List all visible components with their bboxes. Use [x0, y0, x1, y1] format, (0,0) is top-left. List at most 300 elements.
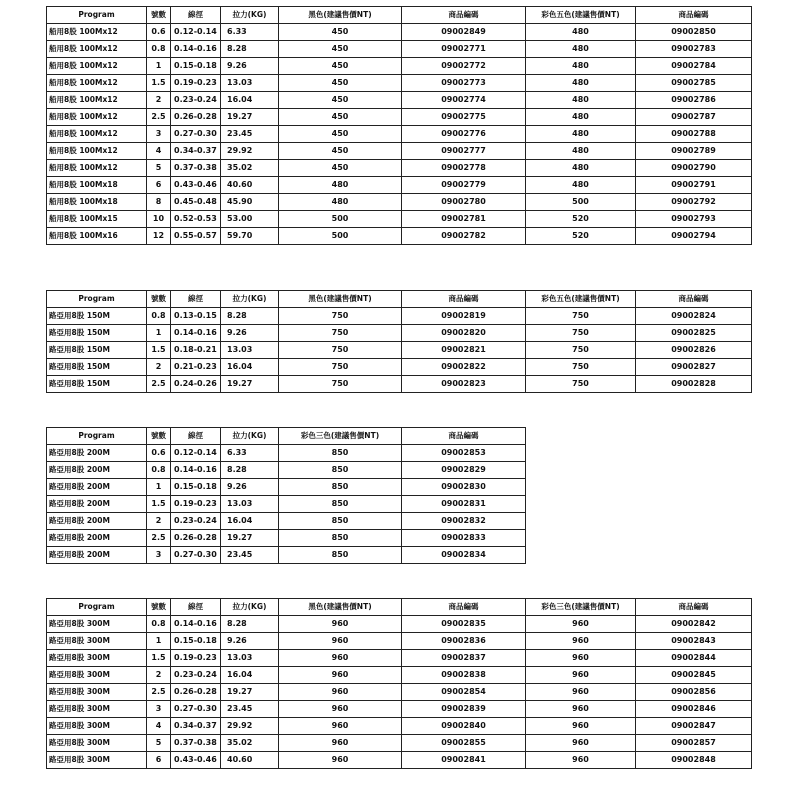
table-row — [47, 616, 752, 633]
cell-price-1: 850 — [279, 479, 402, 496]
table-row — [47, 177, 752, 194]
table-row — [47, 143, 752, 160]
cell-price-2: 480 — [526, 41, 636, 58]
cell-price-1: 450 — [279, 92, 402, 109]
cell-pull-kg: 6.33 — [221, 445, 279, 462]
cell-code-1: 09002838 — [402, 667, 526, 684]
cell-number: 2.5 — [147, 530, 171, 547]
cell-code-1: 09002819 — [402, 308, 526, 325]
cell-code-1: 09002781 — [402, 211, 526, 228]
cell-pull-kg: 40.60 — [221, 177, 279, 194]
cell-number: 1.5 — [147, 342, 171, 359]
cell-code-1: 09002771 — [402, 41, 526, 58]
cell-pull-kg: 9.26 — [221, 325, 279, 342]
cell-program: 路亞用8股 300M — [47, 718, 147, 735]
table-row — [47, 160, 752, 177]
cell-program: 船用8股 100Mx15 — [47, 211, 147, 228]
cell-diameter: 0.26-0.28 — [171, 530, 221, 547]
cell-program: 路亞用8股 300M — [47, 633, 147, 650]
cell-code-2: 09002847 — [636, 718, 752, 735]
cell-program: 路亞用8股 150M — [47, 359, 147, 376]
cell-pull-kg: 19.27 — [221, 530, 279, 547]
column-header-price-2: 彩色五色(建議售價NT) — [526, 291, 636, 308]
cell-code-2: 09002824 — [636, 308, 752, 325]
cell-program: 船用8股 100Mx16 — [47, 228, 147, 245]
cell-code-2: 09002791 — [636, 177, 752, 194]
cell-number: 4 — [147, 718, 171, 735]
cell-price-2: 480 — [526, 24, 636, 41]
table-row — [47, 650, 752, 667]
cell-program: 路亞用8股 200M — [47, 547, 147, 564]
column-header-price-2: 彩色三色(建議售價NT) — [526, 599, 636, 616]
cell-diameter: 0.12-0.14 — [171, 24, 221, 41]
cell-price-1: 450 — [279, 41, 402, 58]
cell-code-1: 09002779 — [402, 177, 526, 194]
cell-pull-kg: 8.28 — [221, 308, 279, 325]
cell-number: 1 — [147, 325, 171, 342]
cell-program: 船用8股 100Mx12 — [47, 126, 147, 143]
cell-pull-kg: 35.02 — [221, 735, 279, 752]
cell-diameter: 0.23-0.24 — [171, 667, 221, 684]
cell-number: 2 — [147, 513, 171, 530]
cell-diameter: 0.18-0.21 — [171, 342, 221, 359]
cell-price-1: 450 — [279, 58, 402, 75]
table-row — [47, 633, 752, 650]
table-row — [47, 342, 752, 359]
cell-price-1: 450 — [279, 75, 402, 92]
cell-code-1: 09002773 — [402, 75, 526, 92]
cell-price-2: 960 — [526, 701, 636, 718]
cell-code-1: 09002774 — [402, 92, 526, 109]
column-header-pull-kg: 拉力(KG) — [221, 428, 279, 445]
cell-number: 6 — [147, 752, 171, 769]
cell-number: 8 — [147, 194, 171, 211]
cell-code-1: 09002822 — [402, 359, 526, 376]
spec-table-lure-300m — [46, 598, 752, 769]
header-row — [47, 291, 752, 308]
cell-number: 2 — [147, 92, 171, 109]
cell-code-1: 09002836 — [402, 633, 526, 650]
cell-code-2: 09002850 — [636, 24, 752, 41]
cell-price-2: 960 — [526, 650, 636, 667]
cell-pull-kg: 13.03 — [221, 342, 279, 359]
cell-price-2: 750 — [526, 325, 636, 342]
cell-number: 5 — [147, 735, 171, 752]
cell-price-2: 480 — [526, 177, 636, 194]
cell-code-1: 09002820 — [402, 325, 526, 342]
cell-code-2: 09002827 — [636, 359, 752, 376]
cell-code-1: 09002855 — [402, 735, 526, 752]
cell-code-2: 09002826 — [636, 342, 752, 359]
cell-pull-kg: 13.03 — [221, 496, 279, 513]
cell-diameter: 0.26-0.28 — [171, 109, 221, 126]
cell-code-2: 09002794 — [636, 228, 752, 245]
cell-price-2: 960 — [526, 633, 636, 650]
header-row — [47, 599, 752, 616]
cell-number: 6 — [147, 177, 171, 194]
cell-number: 1 — [147, 479, 171, 496]
column-header-program: Program — [47, 291, 147, 308]
cell-program: 路亞用8股 200M — [47, 445, 147, 462]
cell-program: 路亞用8股 300M — [47, 752, 147, 769]
cell-diameter: 0.27-0.30 — [171, 547, 221, 564]
cell-diameter: 0.14-0.16 — [171, 616, 221, 633]
cell-pull-kg: 23.45 — [221, 126, 279, 143]
cell-number: 5 — [147, 160, 171, 177]
cell-code-1: 09002833 — [402, 530, 526, 547]
cell-code-2: 09002857 — [636, 735, 752, 752]
cell-diameter: 0.13-0.15 — [171, 308, 221, 325]
cell-code-1: 09002821 — [402, 342, 526, 359]
cell-diameter: 0.52-0.53 — [171, 211, 221, 228]
table-row — [47, 228, 752, 245]
cell-code-1: 09002780 — [402, 194, 526, 211]
cell-diameter: 0.26-0.28 — [171, 684, 221, 701]
cell-program: 路亞用8股 200M — [47, 496, 147, 513]
table-row — [47, 24, 752, 41]
cell-diameter: 0.15-0.18 — [171, 633, 221, 650]
cell-price-1: 960 — [279, 667, 402, 684]
cell-price-1: 960 — [279, 616, 402, 633]
cell-diameter: 0.12-0.14 — [171, 445, 221, 462]
table-row — [47, 547, 526, 564]
cell-price-1: 750 — [279, 342, 402, 359]
cell-price-1: 750 — [279, 359, 402, 376]
cell-diameter: 0.45-0.48 — [171, 194, 221, 211]
cell-pull-kg: 16.04 — [221, 513, 279, 530]
cell-price-2: 960 — [526, 735, 636, 752]
cell-price-1: 450 — [279, 126, 402, 143]
cell-code-1: 09002830 — [402, 479, 526, 496]
cell-price-1: 450 — [279, 109, 402, 126]
table-row — [47, 325, 752, 342]
table-row — [47, 211, 752, 228]
cell-number: 1 — [147, 58, 171, 75]
cell-pull-kg: 19.27 — [221, 684, 279, 701]
cell-price-2: 750 — [526, 359, 636, 376]
table-row — [47, 479, 526, 496]
cell-code-1: 09002840 — [402, 718, 526, 735]
table-row — [47, 684, 752, 701]
cell-code-1: 09002775 — [402, 109, 526, 126]
cell-number: 1.5 — [147, 496, 171, 513]
cell-code-1: 09002835 — [402, 616, 526, 633]
column-header-program: Program — [47, 599, 147, 616]
cell-diameter: 0.34-0.37 — [171, 718, 221, 735]
cell-program: 路亞用8股 200M — [47, 462, 147, 479]
cell-price-1: 960 — [279, 633, 402, 650]
cell-price-1: 750 — [279, 308, 402, 325]
cell-pull-kg: 59.70 — [221, 228, 279, 245]
cell-number: 4 — [147, 143, 171, 160]
cell-code-2: 09002785 — [636, 75, 752, 92]
cell-price-1: 850 — [279, 462, 402, 479]
cell-pull-kg: 9.26 — [221, 633, 279, 650]
column-header-code-1: 商品編碼 — [402, 599, 526, 616]
cell-diameter: 0.15-0.18 — [171, 479, 221, 496]
cell-number: 2 — [147, 667, 171, 684]
cell-price-1: 480 — [279, 177, 402, 194]
cell-pull-kg: 8.28 — [221, 462, 279, 479]
cell-program: 船用8股 100Mx12 — [47, 24, 147, 41]
cell-price-2: 960 — [526, 616, 636, 633]
cell-program: 船用8股 100Mx12 — [47, 143, 147, 160]
cell-program: 船用8股 100Mx18 — [47, 194, 147, 211]
cell-number: 0.8 — [147, 41, 171, 58]
cell-number: 10 — [147, 211, 171, 228]
cell-program: 路亞用8股 300M — [47, 616, 147, 633]
cell-price-2: 520 — [526, 211, 636, 228]
table-row — [47, 513, 526, 530]
cell-number: 1.5 — [147, 75, 171, 92]
cell-diameter: 0.24-0.26 — [171, 376, 221, 393]
cell-code-1: 09002837 — [402, 650, 526, 667]
cell-program: 路亞用8股 150M — [47, 325, 147, 342]
cell-price-2: 520 — [526, 228, 636, 245]
cell-code-2: 09002787 — [636, 109, 752, 126]
column-header-diameter: 線徑 — [171, 291, 221, 308]
cell-pull-kg: 23.45 — [221, 547, 279, 564]
cell-code-1: 09002777 — [402, 143, 526, 160]
column-header-price-1: 黑色(建議售價NT) — [279, 599, 402, 616]
table-row — [47, 58, 752, 75]
cell-code-2: 09002790 — [636, 160, 752, 177]
cell-pull-kg: 9.26 — [221, 58, 279, 75]
column-header-program: Program — [47, 7, 147, 24]
table-row — [47, 445, 526, 462]
cell-pull-kg: 19.27 — [221, 109, 279, 126]
cell-code-1: 09002854 — [402, 684, 526, 701]
cell-code-2: 09002784 — [636, 58, 752, 75]
cell-code-2: 09002793 — [636, 211, 752, 228]
column-header-pull-kg: 拉力(KG) — [221, 599, 279, 616]
cell-price-2: 960 — [526, 752, 636, 769]
column-header-code-2: 商品編碼 — [636, 291, 752, 308]
table-row — [47, 109, 752, 126]
cell-code-1: 09002834 — [402, 547, 526, 564]
cell-pull-kg: 40.60 — [221, 752, 279, 769]
cell-program: 路亞用8股 150M — [47, 376, 147, 393]
cell-price-1: 750 — [279, 325, 402, 342]
cell-number: 0.8 — [147, 462, 171, 479]
column-header-diameter: 線徑 — [171, 428, 221, 445]
table-row — [47, 752, 752, 769]
cell-diameter: 0.34-0.37 — [171, 143, 221, 160]
column-header-code-2: 商品編碼 — [636, 7, 752, 24]
cell-code-2: 09002825 — [636, 325, 752, 342]
cell-code-2: 09002846 — [636, 701, 752, 718]
cell-number: 1.5 — [147, 650, 171, 667]
cell-pull-kg: 23.45 — [221, 701, 279, 718]
cell-diameter: 0.43-0.46 — [171, 177, 221, 194]
cell-pull-kg: 8.28 — [221, 41, 279, 58]
cell-code-2: 09002842 — [636, 616, 752, 633]
table-row — [47, 496, 526, 513]
table-row — [47, 308, 752, 325]
cell-price-2: 480 — [526, 109, 636, 126]
cell-program: 船用8股 100Mx12 — [47, 58, 147, 75]
cell-code-1: 09002776 — [402, 126, 526, 143]
cell-price-1: 960 — [279, 718, 402, 735]
cell-price-1: 480 — [279, 194, 402, 211]
column-header-code-2: 商品編碼 — [636, 599, 752, 616]
table-row — [47, 530, 526, 547]
cell-code-2: 09002844 — [636, 650, 752, 667]
column-header-code-1: 商品編碼 — [402, 291, 526, 308]
cell-diameter: 0.55-0.57 — [171, 228, 221, 245]
cell-price-1: 750 — [279, 376, 402, 393]
cell-program: 船用8股 100Mx18 — [47, 177, 147, 194]
table-row — [47, 41, 752, 58]
cell-diameter: 0.14-0.16 — [171, 41, 221, 58]
cell-diameter: 0.43-0.46 — [171, 752, 221, 769]
cell-price-1: 960 — [279, 752, 402, 769]
column-header-price-2: 彩色五色(建議售價NT) — [526, 7, 636, 24]
cell-code-1: 09002853 — [402, 445, 526, 462]
cell-code-1: 09002829 — [402, 462, 526, 479]
cell-number: 1 — [147, 633, 171, 650]
cell-price-2: 750 — [526, 308, 636, 325]
cell-code-2: 09002856 — [636, 684, 752, 701]
column-header-program: Program — [47, 428, 147, 445]
cell-diameter: 0.14-0.16 — [171, 325, 221, 342]
cell-code-2: 09002843 — [636, 633, 752, 650]
cell-number: 2.5 — [147, 684, 171, 701]
cell-price-2: 960 — [526, 667, 636, 684]
cell-pull-kg: 16.04 — [221, 359, 279, 376]
cell-pull-kg: 8.28 — [221, 616, 279, 633]
cell-pull-kg: 29.92 — [221, 718, 279, 735]
table-row — [47, 701, 752, 718]
spec-table-lure-200m — [46, 427, 526, 564]
cell-program: 路亞用8股 150M — [47, 342, 147, 359]
cell-program: 路亞用8股 300M — [47, 667, 147, 684]
cell-price-2: 480 — [526, 160, 636, 177]
cell-number: 3 — [147, 126, 171, 143]
cell-number: 0.8 — [147, 308, 171, 325]
column-header-number: 號數 — [147, 599, 171, 616]
column-header-pull-kg: 拉力(KG) — [221, 291, 279, 308]
cell-number: 3 — [147, 701, 171, 718]
table-row — [47, 126, 752, 143]
cell-pull-kg: 16.04 — [221, 667, 279, 684]
cell-pull-kg: 19.27 — [221, 376, 279, 393]
column-header-pull-kg: 拉力(KG) — [221, 7, 279, 24]
column-header-number: 號數 — [147, 291, 171, 308]
cell-program: 路亞用8股 200M — [47, 479, 147, 496]
cell-code-1: 09002772 — [402, 58, 526, 75]
cell-program: 路亞用8股 300M — [47, 735, 147, 752]
cell-number: 0.8 — [147, 616, 171, 633]
cell-price-2: 960 — [526, 684, 636, 701]
cell-code-2: 09002786 — [636, 92, 752, 109]
cell-code-2: 09002788 — [636, 126, 752, 143]
cell-diameter: 0.27-0.30 — [171, 701, 221, 718]
cell-code-2: 09002828 — [636, 376, 752, 393]
cell-price-2: 480 — [526, 92, 636, 109]
cell-price-1: 500 — [279, 211, 402, 228]
cell-number: 12 — [147, 228, 171, 245]
table-row — [47, 376, 752, 393]
cell-price-1: 450 — [279, 24, 402, 41]
cell-number: 2 — [147, 359, 171, 376]
cell-pull-kg: 53.00 — [221, 211, 279, 228]
cell-diameter: 0.23-0.24 — [171, 513, 221, 530]
cell-number: 2.5 — [147, 109, 171, 126]
cell-code-1: 09002778 — [402, 160, 526, 177]
cell-pull-kg: 13.03 — [221, 75, 279, 92]
cell-program: 路亞用8股 200M — [47, 530, 147, 547]
cell-diameter: 0.37-0.38 — [171, 735, 221, 752]
cell-price-1: 850 — [279, 530, 402, 547]
cell-diameter: 0.27-0.30 — [171, 126, 221, 143]
table-row — [47, 359, 752, 376]
cell-diameter: 0.21-0.23 — [171, 359, 221, 376]
cell-diameter: 0.19-0.23 — [171, 496, 221, 513]
cell-price-1: 960 — [279, 701, 402, 718]
spec-table-boat-100m — [46, 6, 752, 245]
cell-code-1: 09002841 — [402, 752, 526, 769]
cell-code-2: 09002845 — [636, 667, 752, 684]
cell-program: 船用8股 100Mx12 — [47, 92, 147, 109]
column-header-price-1: 彩色三色(建議售價NT) — [279, 428, 402, 445]
table-row — [47, 75, 752, 92]
cell-program: 船用8股 100Mx12 — [47, 41, 147, 58]
column-header-code-1: 商品編碼 — [402, 7, 526, 24]
cell-price-2: 750 — [526, 342, 636, 359]
cell-program: 路亞用8股 150M — [47, 308, 147, 325]
cell-code-2: 09002783 — [636, 41, 752, 58]
column-header-price-1: 黑色(建議售價NT) — [279, 7, 402, 24]
cell-price-1: 960 — [279, 735, 402, 752]
cell-code-1: 09002782 — [402, 228, 526, 245]
cell-pull-kg: 45.90 — [221, 194, 279, 211]
cell-pull-kg: 29.92 — [221, 143, 279, 160]
header-row — [47, 7, 752, 24]
cell-price-2: 960 — [526, 718, 636, 735]
cell-pull-kg: 6.33 — [221, 24, 279, 41]
cell-program: 船用8股 100Mx12 — [47, 109, 147, 126]
cell-price-2: 480 — [526, 143, 636, 160]
table-row — [47, 718, 752, 735]
column-header-diameter: 線徑 — [171, 599, 221, 616]
cell-code-1: 09002823 — [402, 376, 526, 393]
cell-diameter: 0.15-0.18 — [171, 58, 221, 75]
cell-number: 3 — [147, 547, 171, 564]
cell-price-2: 500 — [526, 194, 636, 211]
cell-program: 路亞用8股 300M — [47, 650, 147, 667]
cell-diameter: 0.37-0.38 — [171, 160, 221, 177]
cell-price-2: 480 — [526, 126, 636, 143]
header-row — [47, 428, 526, 445]
cell-number: 0.6 — [147, 445, 171, 462]
column-header-number: 號數 — [147, 7, 171, 24]
cell-price-1: 850 — [279, 513, 402, 530]
cell-price-1: 850 — [279, 547, 402, 564]
table-row — [47, 194, 752, 211]
cell-code-1: 09002832 — [402, 513, 526, 530]
table-row — [47, 667, 752, 684]
cell-price-1: 960 — [279, 650, 402, 667]
cell-code-2: 09002848 — [636, 752, 752, 769]
cell-program: 路亞用8股 300M — [47, 684, 147, 701]
cell-number: 2.5 — [147, 376, 171, 393]
cell-code-2: 09002792 — [636, 194, 752, 211]
cell-code-1: 09002849 — [402, 24, 526, 41]
cell-diameter: 0.19-0.23 — [171, 650, 221, 667]
cell-pull-kg: 35.02 — [221, 160, 279, 177]
cell-price-1: 500 — [279, 228, 402, 245]
